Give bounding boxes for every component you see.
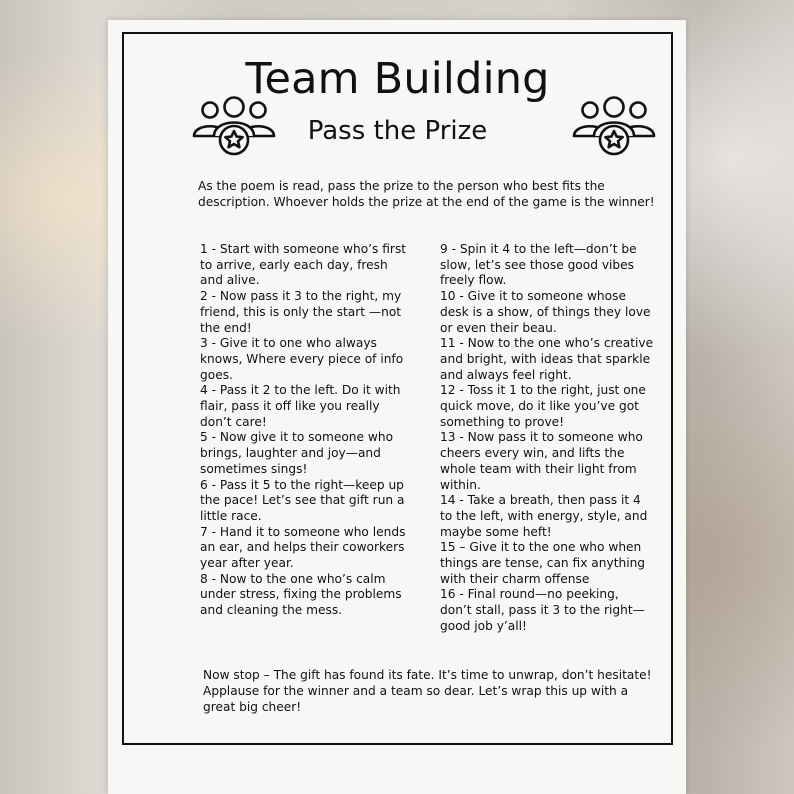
- instructions-paragraph: As the poem is read, pass the prize to the person who best fits the description. Whoever holds the prize at the end of the game is the winner!: [198, 179, 655, 209]
- poem-verse: 15 – Give it to the one who when things are tense, can fix anything with their charm offense: [440, 540, 646, 586]
- poem-verse: 6 - Pass it 5 to the right—keep up the pace! Let’s see that gift run a little race.: [200, 477, 405, 523]
- poem-verse: 13 - Now pass it to someone who cheers every win, and lifts the whole team with their light from within.: [440, 430, 643, 492]
- poem-column-left: [200, 242, 414, 619]
- poem-verse: 5 - Now give it to someone who brings, laughter and joy—and sometimes sings!: [200, 430, 394, 476]
- poem-column-right: [440, 242, 654, 635]
- printable-sheet: [108, 20, 686, 794]
- closing-paragraph: Now stop – The gift has found its fate. It’s time to unwrap, don’t hesitate! Applause for the winner and a team so dear. Let’s wrap this up with a great big cheer!: [203, 668, 652, 714]
- poem-verse: 3 - Give it to one who always knows, Where every piece of info goes.: [200, 336, 404, 382]
- poem-verse: 2 - Now pass it 3 to the right, my friend, this is only the start —not the end!: [200, 289, 402, 335]
- poem-verse: 7 - Hand it to someone who lends an ear, and helps their coworkers year after year.: [200, 524, 406, 571]
- poem-verse: 8 - Now to the one who’s calm under stress, fixing the problems and cleaning the mess.: [200, 571, 402, 618]
- poem-verse: 14 - Take a breath, then pass it 4 to the left, with energy, style, and maybe some heft!: [440, 493, 648, 539]
- page-subtitle: Pass the Prize: [307, 116, 488, 146]
- poem-verse: 16 - Final round—no peeking, don’t stall, pass it 3 to the right—good job y’all!: [440, 587, 645, 633]
- team-star-icon: [570, 96, 658, 156]
- page-title: Team Building: [245, 54, 550, 104]
- poem-verse: 12 - Toss it 1 to the right, just one quick move, do it like you’ve got something to prove!: [440, 383, 646, 429]
- poem-verse: 4 - Pass it 2 to the left. Do it with flair, pass it off like you really don’t care!: [200, 383, 401, 429]
- page-border: [122, 32, 673, 745]
- team-star-icon: [190, 96, 278, 156]
- poem-verse: 10 - Give it to someone whose desk is a show, of things they love or even their beau.: [440, 289, 651, 335]
- poem-verse: 11 - Now to the one who’s creative and bright, with ideas that sparkle and always feel right.: [440, 336, 654, 382]
- poem-verse: 9 - Spin it 4 to the left—don’t be slow, let’s see those good vibes freely flow.: [440, 242, 637, 288]
- poem-verse: 1 - Start with someone who’s first to arrive, early each day, fresh and alive.: [200, 242, 407, 288]
